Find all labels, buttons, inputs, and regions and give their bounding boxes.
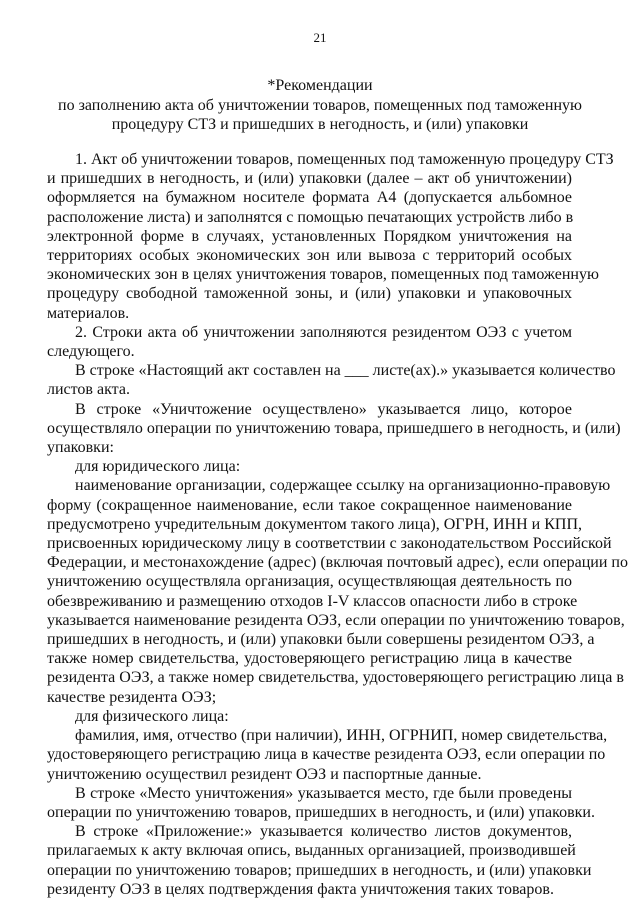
text-line: резиденту ОЭЗ в целях подтверждения факта уничтожения таких товаров.: [47, 880, 554, 898]
page-number: 21: [313, 30, 327, 45]
paragraph: [47, 476, 628, 706]
text-line: предусмотрено учредительным документом такого лица), ОГРН, ИНН и КПП,: [47, 515, 582, 533]
text-line: пришедших в негодность, и (или) упаковки были совершены резидентом ОЭЗ, а: [47, 631, 595, 649]
paragraph: [47, 707, 572, 726]
text-line: В строке «Место уничтожения» указывается место, где были проведены: [75, 784, 572, 802]
paragraph: [47, 323, 572, 361]
document-title: [40, 76, 600, 135]
text-line: следующего.: [47, 343, 135, 361]
text-line: В строке «Уничтожение осуществлено» указывается лицо, которое: [75, 400, 572, 418]
text-line: для юридического лица:: [75, 458, 241, 476]
text-line: материалов.: [47, 304, 130, 322]
text-line: оформляется на бумажном носителе формата А4 (допускается альбомное: [47, 189, 572, 207]
text-line: экономических зон в целях уничтожения товаров, помещенных под таможенную: [47, 266, 599, 284]
text-line: электронной форме в случаях, установленных Порядком уничтожения на: [47, 227, 572, 245]
text-line: и пришедших в негодность, и (или) упаковки (далее – акт об уничтожении): [47, 170, 572, 188]
title-line: *Рекомендации: [267, 77, 373, 94]
paragraph: [47, 361, 616, 399]
text-line: форму (сокращенное наименование, если такое сокращенное наименование: [47, 496, 572, 514]
text-line: операции по уничтожению товаров; пришедших в негодность, и (или) упаковки: [47, 861, 592, 879]
paragraph: [47, 150, 614, 323]
text-line: территориях особых экономических зон или вывоза с территорий особых: [47, 247, 572, 265]
text-line: прилагаемых к акту включая опись, выданных организацией, производившей: [47, 842, 576, 860]
text-line: для физического лица:: [75, 707, 229, 725]
text-line: указывается наименование резидента ОЭЗ, если операции по уничтожению товаров,: [47, 611, 625, 629]
text-line: присвоенных юридическому лицу в соответствии с законодательством Российской: [47, 535, 612, 553]
text-line: уничтожению осуществил резидент ОЭЗ и паспортные данные.: [47, 765, 482, 783]
text-line: В строке «Приложение:» указывается количество листов документов,: [75, 823, 572, 841]
text-line: осуществляло операции по уничтожению товара, пришедшего в негодность, и (или): [47, 419, 621, 437]
text-line: уничтожению осуществляла организация, осуществляющая деятельность по: [47, 573, 572, 591]
paragraph: [47, 784, 595, 822]
title-line: по заполнению акта об уничтожении товаров, помещенных под таможенную: [58, 96, 582, 114]
text-line: качестве резидента ОЭЗ;: [47, 688, 217, 706]
document-body: [47, 150, 628, 899]
paragraph: [47, 457, 572, 476]
text-line: процедуру свободной таможенной зоны, и (или) упаковки и упаковочных: [47, 285, 572, 303]
paragraph: [47, 822, 592, 899]
text-line: операции по уничтожению товаров, пришедших в негодность, и (или) упаковки.: [47, 803, 595, 821]
title-line: процедуру СТЗ и пришедших в негодность, и (или) упаковки: [111, 116, 529, 133]
text-line: В строке «Настоящий акт составлен на ___ листе(ах).» указывается количество: [75, 362, 616, 380]
text-line: фамилия, имя, отчество (при наличии), ИНН, ОГРНИП, номер свидетельства,: [75, 727, 608, 745]
text-line: 2. Строки акта об уничтожении заполняются резидентом ОЭЗ с учетом: [75, 323, 572, 341]
paragraph: [47, 726, 608, 784]
text-line: 1. Акт об уничтожении товаров, помещенных под таможенную процедуру СТЗ: [75, 151, 614, 168]
text-line: расположение листа) и заполнятся с помощью печатающих устройств либо в: [47, 208, 574, 226]
text-line: резидента ОЭЗ, а также номер свидетельства, удостоверяющего регистрацию лица в: [47, 669, 624, 687]
paragraph: [47, 400, 621, 458]
text-line: также номер свидетельства, удостоверяющего регистрацию лица в качестве: [47, 650, 572, 668]
text-line: удостоверяющего регистрацию лица в качестве резидента ОЭЗ, если операции по: [47, 746, 606, 764]
text-line: Федерации, и местонахождение (адрес) (включая почтовый адрес), если операции по: [47, 554, 628, 572]
text-line: наименование организации, содержащее ссылку на организационно-правовую: [75, 477, 611, 495]
text-line: листов акта.: [47, 381, 130, 399]
text-line: обезвреживанию и размещению отходов I-V классов опасности либо в строке: [47, 592, 578, 610]
text-line: упаковки:: [47, 439, 114, 457]
